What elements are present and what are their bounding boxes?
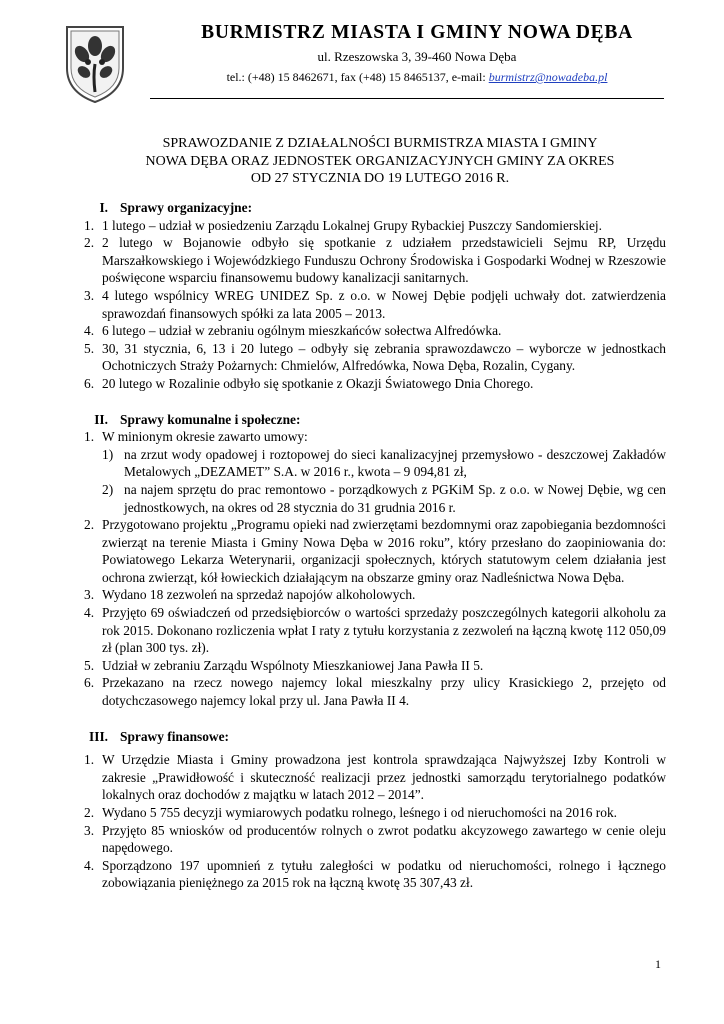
list-item [84,340,666,375]
list-item [84,322,666,340]
item-text: 30, 31 stycznia, 6, 13 i 20 lutego – odbyły się zebrania sprawozdawczo – wyborcze w jednostkach Ochotniczych Straży Pożarnych: Chmielów, Alfredówka, Nowa Dęba, Rozalin, Cygany. [102,340,666,374]
item-number: 2. [84,517,95,533]
item-number: 6. [84,375,95,391]
item-number: 4. [84,857,95,873]
item-number: 6. [84,675,95,691]
report-title-line-3: OD 27 STYCZNIA DO 19 LUTEGO 2016 R. [250,171,510,187]
section-list [84,217,666,393]
section-heading [84,411,666,429]
item-text: Wydano 18 zezwoleń na sprzedaż napojów alkoholowych. [102,587,416,603]
item-number: 2. [84,805,95,820]
item-number: 5. [84,340,95,356]
list-item [84,857,666,892]
section-title: Sprawy organizacyjne: [120,200,253,215]
section-number: II. [94,411,108,427]
list-item [84,604,666,657]
item-text: W Urzędzie Miasta i Gminy prowadzona jest kontrola sprawdzająca Najwyższej Izby Kontroli w zakresie „Prawidłowość i skuteczność realizacji przez jednostki samorządu terytorialnego podatków lokalnych oraz dochodów z majątku w latach 2012 – 2014”. [102,752,666,803]
item-text: 1 lutego – udział w posiedzeniu Zarządu Lokalnej Grupy Rybackiej Puszczy Sandomierskiej. [102,217,602,233]
item-number: 1. [84,217,95,233]
report-body [84,199,666,892]
item-number: 4. [84,323,95,339]
report-title-line-2: NOWA DĘBA ORAZ JEDNOSTEK ORGANIZACYJNYCH GMINY ZA OKRES [145,153,615,169]
item-number: 5. [84,657,95,673]
contact-details: tel.: (+48) 15 8462671, fax (+48) 15 8465137, e-mail: [226,70,489,84]
list-item [84,804,666,822]
letterhead-contact [150,70,684,85]
sub-item-text: na najem sprzętu do prac remontowo - porządkowych z PGKiM Sp. z o.o. w Nowej Dębie, wg cen jednostkowych, na okres od 28 stycznia do 31 grudnia 2016 r. [124,481,666,515]
item-number: 3. [84,822,95,838]
item-text: Przyjęto 69 oświadczeń od przedsiębiorców o wartości sprzedaży poszczególnych kategorii alkoholu za rok 2015. Dokonano rozliczenia wpłat I raty z tytułu korzystania z zezwoleń na łączną kwotę 112 050,09 zł (plan 300 tys. zł). [102,605,666,656]
section-list [84,751,666,892]
item-number: 1. [84,429,95,445]
sub-item-number: 2) [102,481,114,497]
item-number: 3. [84,587,95,603]
item-text: 2 lutego w Bojanowie odbyło się spotkanie z udziałem przedstawicieli Sejmu RP, Urzędu Marszałkowskiego i Wojewódzkiego Funduszu Ochrony Środowiska i Gospodarki Wodnej w Rzeszowie poświęcone wsparciu finansowemu budowy kanalizacji sanitarnych. [102,235,666,286]
item-number: 2. [84,235,95,251]
item-text: 20 lutego w Rozalinie odbyło się spotkanie z Okazji Światowego Dnia Chorego. [102,375,534,391]
coat-of-arms-oak-icon [64,24,126,104]
sub-list [102,446,666,516]
sub-list-item [102,481,666,516]
item-text: Przyjęto 85 wniosków od producentów rolnych o zwrot podatku akcyzowego zawartego w cenie oleju napędowego. [102,822,666,856]
section-heading [84,728,666,746]
list-item [84,234,666,287]
item-text: Sporządzono 197 upomnień z tytułu zaległości w podatku od nieruchomości, rolnego i łącznego zobowiązania pieniężnego za 2015 rok na łączną kwotę 35 307,43 zł. [102,857,666,891]
sub-item-text: na zrzut wody opadowej i roztopowej do sieci kanalizacyjnej przemysłowo - deszczowej Zakładów Metalowych „DEZAMET” S.A. w 2016 r., kwota – 9 094,81 zł, [124,446,666,480]
list-item [84,428,666,516]
sub-item-number: 1) [102,446,114,462]
item-text: Wydano 5 755 decyzji wymiarowych podatku rolnego, leśnego i od nieruchomości na 2016 rok. [102,805,617,820]
section-title: Sprawy komunalne i społeczne: [120,411,301,427]
item-number: 4. [84,605,95,621]
letterhead-address: ul. Rzeszowska 3, 39-460 Nowa Dęba [317,49,517,64]
report-title [80,135,680,188]
section-list [84,428,666,710]
list-item [84,375,666,393]
section-heading [84,199,666,217]
section-number: I. [99,200,108,215]
item-text: Przekazano na rzecz nowego najemcy lokal mieszkalny przy ulicy Krasickiego 2, przejęto od dotychczasowego najemcy lokal przy ul. Jana Pawła II 4. [102,675,666,709]
list-item [84,657,666,675]
list-item [84,287,666,322]
list-item [84,516,666,586]
item-number: 1. [84,752,95,768]
section-number: III. [89,728,108,744]
email-link[interactable]: burmistrz@nowadeba.pl [488,70,608,84]
letterhead-title: BURMISTRZ MIASTA I GMINY NOWA DĘBA [201,22,633,43]
item-text: 6 lutego – udział w zebraniu ogólnym mieszkańców sołectwa Alfredówka. [102,323,502,339]
item-text: 4 lutego wspólnicy WREG UNIDEZ Sp. z o.o. w Nowej Dębie podjęli uchwały dot. zatwierdzenia sprawozdań finansowych spółki za lata 2005 – 2013. [102,287,666,321]
letterhead-divider [150,98,664,99]
item-content [102,428,666,516]
report-title-line-1: SPRAWOZDANIE Z DZIAŁALNOŚCI BURMISTRZA MIASTA I GMINY [162,136,598,151]
list-item [84,217,666,235]
item-text: W minionym okresie zawarto umowy: [102,429,308,445]
list-item [84,822,666,857]
section-title: Sprawy finansowe: [120,728,229,744]
list-item [84,586,666,604]
list-item [84,674,666,709]
page-number: 1 [655,957,661,971]
item-text: Udział w zebraniu Zarządu Wspólnoty Mieszkaniowej Jana Pawła II 5. [102,657,484,673]
item-text: Przygotowano projektu „Programu opieki nad zwierzętami bezdomnymi oraz zapobiegania bezdomności zwierząt na terenie Miasta i Gminy Nowa Dęba w 2016 roku”, który przesłano do zaopiniowania do: Powiatowego Lekarza Weterynarii, organizacji społecznych, których statutowym celem działania jest ochrona zwierząt, kół łowieckich działającym na obszarze gminy oraz Nadleśnictwa Nowa Dęba. [102,517,666,585]
list-item [84,751,666,804]
sub-list-item [102,446,666,481]
item-number: 3. [84,287,95,303]
